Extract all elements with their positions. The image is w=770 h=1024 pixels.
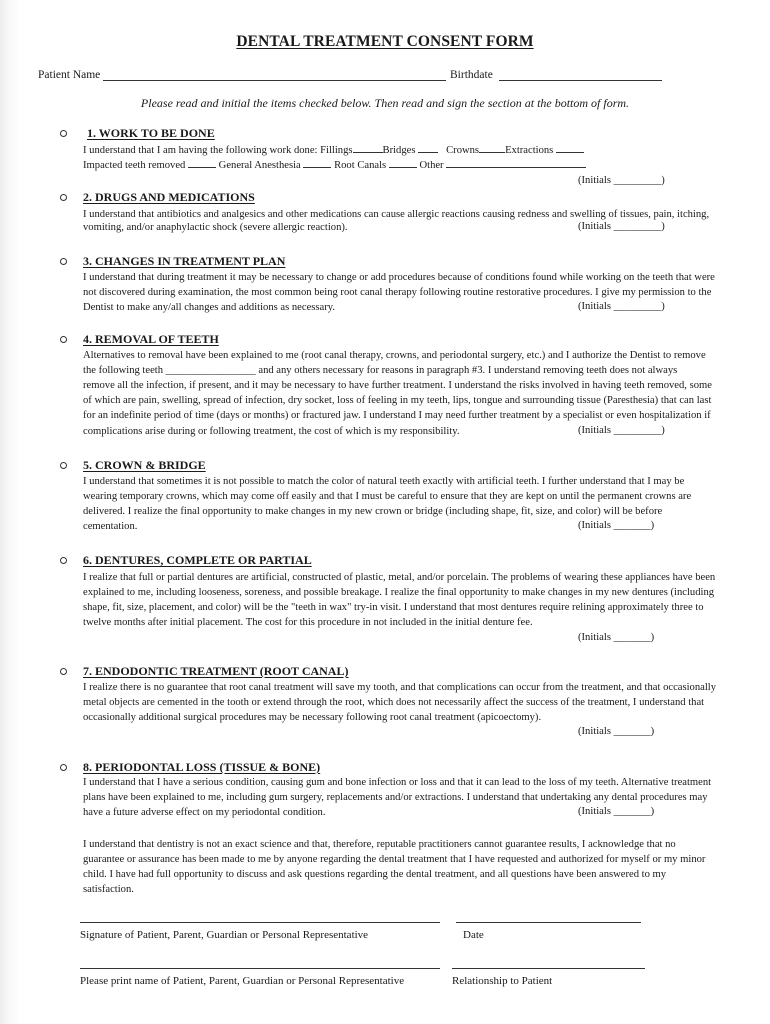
bridges-blank[interactable] bbox=[418, 143, 438, 153]
section-2-line: vomiting, and/or anaphylactic shock (severe allergic reaction). bbox=[83, 222, 348, 233]
section-7-line: occasionally additional surgical procedures may be necessary following root canal treatment (apicoectomy). bbox=[83, 712, 542, 723]
closing-line: child. I have had full opportunity to discuss and ask questions regarding the dental treatment, and all questions have been answered to my bbox=[83, 869, 667, 880]
section-4-line: Alternatives to removal have been explained to me (root canal therapy, crowns, and periodontal surgery, etc.) and I authorize the Dentist to remove bbox=[83, 350, 706, 361]
section-5-line: cementation. bbox=[83, 521, 138, 532]
section-6-line: twelve months after initial placement. The cost for this procedure in not included in the initial denture fee. bbox=[83, 617, 533, 628]
section-4-checkbox[interactable] bbox=[60, 336, 67, 343]
section-3-title: 3. CHANGES IN TREATMENT PLAN bbox=[83, 254, 286, 268]
print-name-label: Please print name of Patient, Parent, Guardian or Personal Representative bbox=[80, 975, 405, 987]
closing-line: satisfaction. bbox=[83, 884, 134, 895]
section-5-initials[interactable]: (Initials _______) bbox=[578, 520, 655, 531]
extractions-blank[interactable] bbox=[556, 143, 584, 153]
section-3-line: not discovered during examination, the most common being root canal therapy following routine restorative procedures. I give my permission to the bbox=[83, 287, 712, 298]
print-name-field[interactable] bbox=[80, 968, 440, 969]
section-3-line: I understand that during treatment it may be necessary to change or add procedures because of conditions found while working on the teeth that were bbox=[83, 272, 715, 283]
section-3-line: Dentist to make any/all changes and additions as necessary. bbox=[83, 302, 336, 313]
scan-edge-shadow bbox=[0, 0, 20, 1024]
section-3-checkbox[interactable] bbox=[60, 258, 67, 265]
other-work-blank[interactable] bbox=[446, 158, 586, 168]
section-2-checkbox[interactable] bbox=[60, 194, 67, 201]
section-7-title: 7. ENDODONTIC TREATMENT (ROOT CANAL) bbox=[83, 664, 349, 678]
section-1-checkbox[interactable] bbox=[60, 130, 67, 137]
section-7-checkbox[interactable] bbox=[60, 668, 67, 675]
instructions-text: Please read and initial the items checked below. Then read and sign the section at the bottom of form. bbox=[140, 96, 630, 110]
section-4-line: complications arise during or following treatment, the cost of which is my responsibility. bbox=[83, 426, 460, 437]
section-6-line: shape, fit, size, placement, and color) will be the "teeth in wax" try-in visit. I understand that most dentures require relining approximately three to bbox=[83, 602, 704, 613]
section-8-title: 8. PERIODONTAL LOSS (TISSUE & BONE) bbox=[83, 760, 321, 774]
work-done-line-1: I understand that I am having the following work done: Fillings Bridges Crowns Extractions bbox=[83, 143, 584, 157]
section-2-line: I understand that antibiotics and analgesics and other medications can cause allergic reactions causing redness and swelling of tissues, pain, itching, bbox=[83, 209, 710, 220]
section-4-title: 4. REMOVAL OF TEETH bbox=[83, 332, 219, 346]
birthdate-field[interactable] bbox=[499, 80, 662, 81]
work-done-line-2: Impacted teeth removed General Anesthesia Root Canals Other bbox=[83, 158, 586, 172]
section-5-title: 5. CROWN & BRIDGE bbox=[83, 458, 206, 472]
section-4-initials[interactable]: (Initials _________) bbox=[578, 425, 665, 436]
relationship-field[interactable] bbox=[452, 968, 645, 969]
section-4-line: the following teeth _________________ and any others necessary for reasons in paragraph #3. I understand removing teeth does not always bbox=[83, 365, 678, 376]
section-5-checkbox[interactable] bbox=[60, 462, 67, 469]
section-2-title: 2. DRUGS AND MEDICATIONS bbox=[83, 190, 255, 204]
root-canals-blank[interactable] bbox=[389, 158, 417, 168]
section-7-line: I realize there is no guarantee that root canal treatment will save my tooth, and that complications can occur from the treatment, and that occasionally bbox=[83, 682, 717, 693]
crowns-blank[interactable] bbox=[479, 143, 505, 153]
section-8-initials[interactable]: (Initials _______) bbox=[578, 806, 655, 817]
signature-label: Signature of Patient, Parent, Guardian or Personal Representative bbox=[80, 929, 369, 941]
relationship-label: Relationship to Patient bbox=[452, 975, 553, 987]
section-8-line: have a future adverse effect on my periodontal condition. bbox=[83, 807, 326, 818]
section-1-title: 1. WORK TO BE DONE bbox=[87, 126, 215, 140]
section-8-line: I understand that I have a serious condition, causing gum and bone infection or loss and that it can lead to the loss of my teeth. Alternative treatment bbox=[83, 777, 712, 788]
patient-name-label: Patient Name bbox=[38, 69, 101, 81]
fillings-blank[interactable] bbox=[353, 143, 383, 153]
section-3-initials[interactable]: (Initials _________) bbox=[578, 301, 665, 312]
form-title: DENTAL TREATMENT CONSENT FORM bbox=[236, 33, 534, 50]
section-6-checkbox[interactable] bbox=[60, 557, 67, 564]
section-2-initials[interactable]: (Initials _________) bbox=[578, 221, 665, 232]
section-5-line: wearing temporary crowns, which may come off easily and that I must be careful to ensure that they are kept on until the permanent crowns are bbox=[83, 491, 692, 502]
section-7-initials[interactable]: (Initials _______) bbox=[578, 726, 655, 737]
section-6-title: 6. DENTURES, COMPLETE OR PARTIAL bbox=[83, 553, 312, 567]
section-4-line: of which are pain, swelling, spread of infection, dry socket, loss of feeling in my teeth, lips, tongue and surrounding tissue (Paresthesia) that can last bbox=[83, 395, 712, 406]
section-6-line: explained to me, including looseness, soreness, and possible breakage. I realize the final opportunity to make changes in my new dentures (including bbox=[83, 587, 715, 598]
date-field[interactable] bbox=[456, 922, 641, 923]
section-6-initials[interactable]: (Initials _______) bbox=[578, 632, 655, 643]
patient-name-field[interactable] bbox=[103, 80, 446, 81]
section-4-line: for an indefinite period of time (days or months) or fractured jaw. I understand I may need further treatment by a specialist or even hospitalization if bbox=[83, 410, 711, 421]
section-6-line: I realize that full or partial dentures are artificial, constructed of plastic, metal, and/or porcelain. The problems of wearing these appliances have been bbox=[83, 572, 716, 583]
section-8-line: plans have been explained to me, including gum surgery, replacements and/or extractions. I understand that undertaking any dental procedures may bbox=[83, 792, 708, 803]
section-7-line: metal objects are cemented in the tooth or extend through the root, which does not necessarily affect the success of the treatment, I understand that bbox=[83, 697, 705, 708]
anesthesia-blank[interactable] bbox=[303, 158, 331, 168]
section-5-line: I understand that sometimes it is not possible to match the color of natural teeth exactly with artificial teeth. I further understand that I may be bbox=[83, 476, 685, 487]
signature-field[interactable] bbox=[80, 922, 440, 923]
impacted-teeth-blank[interactable] bbox=[188, 158, 216, 168]
closing-line: guarantee or assurance has been made to me by anyone regarding the dental treatment that I have requested and authorized for myself or my minor bbox=[83, 854, 706, 865]
birthdate-label: Birthdate bbox=[450, 69, 493, 81]
section-4-line: remove all the infection, if present, and it may be necessary to have further treatment. I understand the risks involved in having teeth removed, some bbox=[83, 380, 712, 391]
section-1-initials[interactable]: (Initials _________) bbox=[578, 175, 665, 186]
section-8-checkbox[interactable] bbox=[60, 764, 67, 771]
date-label: Date bbox=[463, 929, 484, 941]
section-5-line: delivered. I realize the final opportunity to make changes in my new crown or bridge (including shape, fit, size, and color) will be before bbox=[83, 506, 663, 517]
closing-line: I understand that dentistry is not an exact science and that, therefore, reputable practitioners cannot guarantee results, I acknowledge that no bbox=[83, 839, 676, 850]
